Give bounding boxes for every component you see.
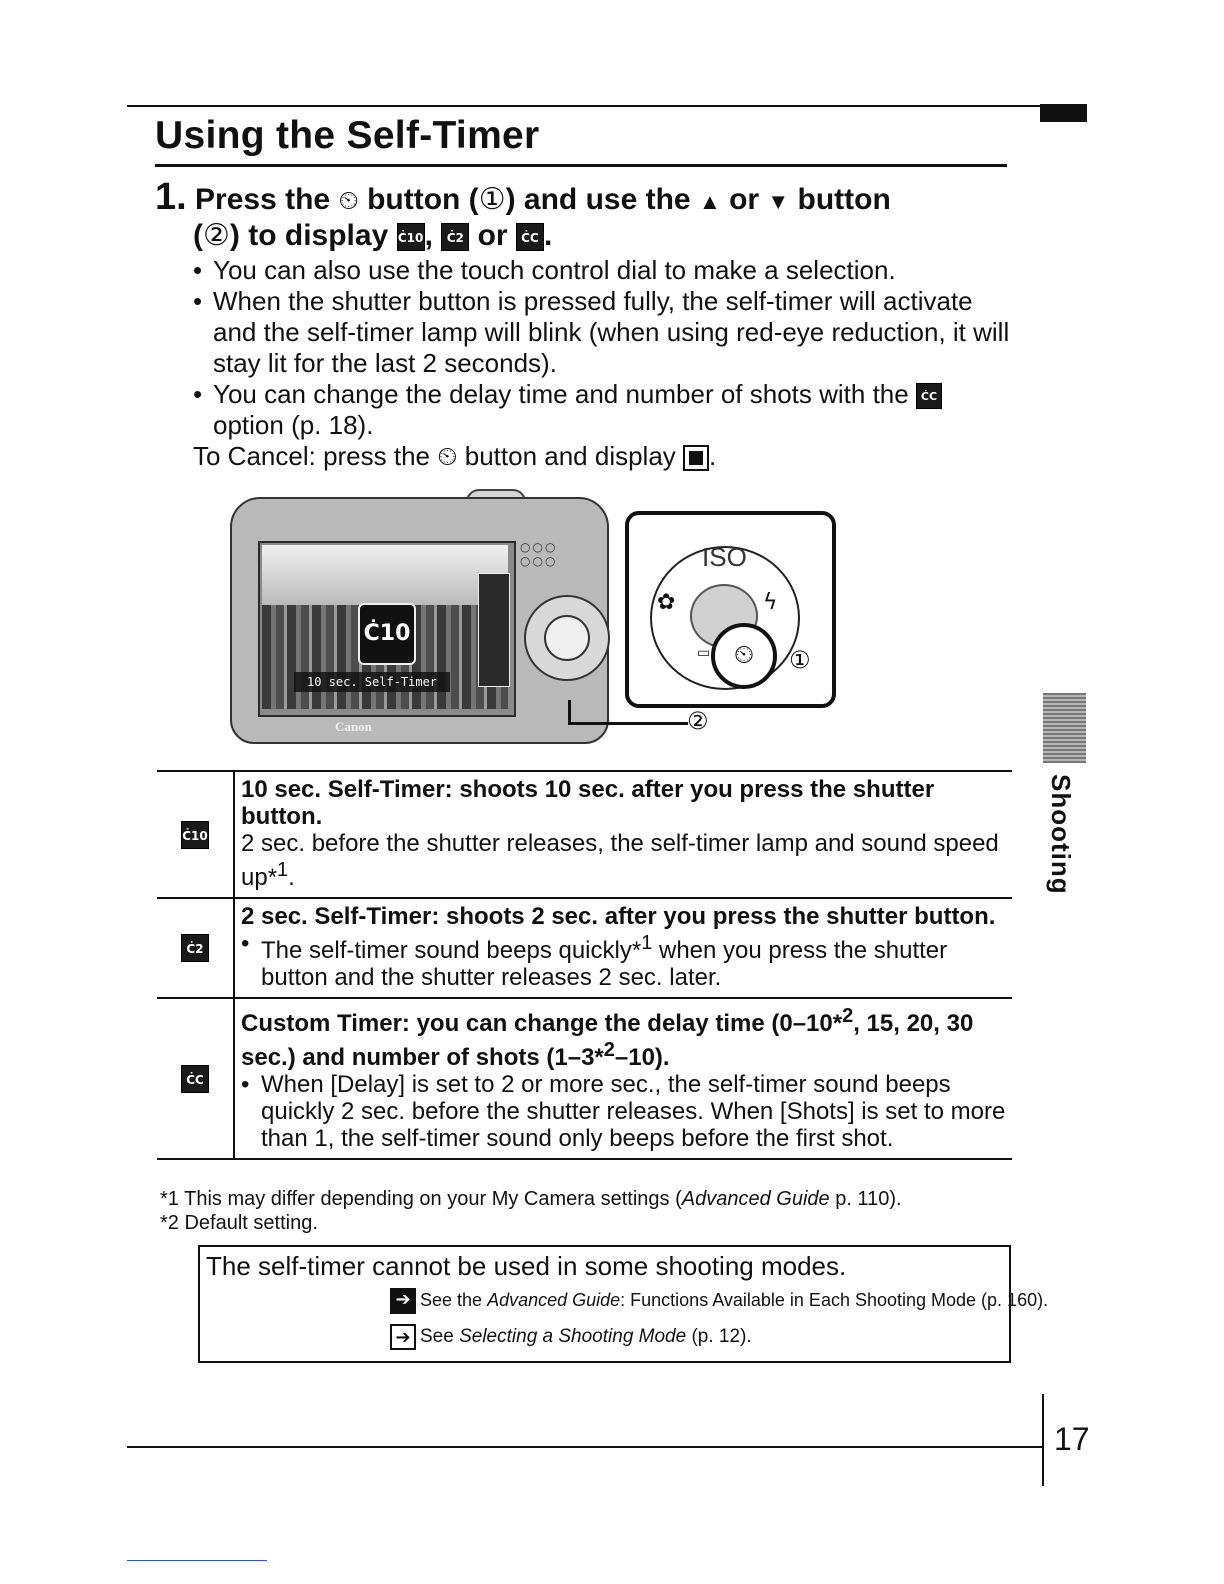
- reference-arrow-icon: ➔: [390, 1288, 416, 1314]
- camera-func-button: [544, 615, 590, 661]
- camera-brand-logo: Canon: [335, 719, 372, 734]
- timer-2s-icon: Ċ2: [441, 223, 469, 251]
- cancel-text: To Cancel: press the: [193, 441, 438, 471]
- step-text: or: [720, 183, 768, 216]
- footnote-italic: Advanced Guide: [681, 1188, 830, 1210]
- callout-2-leader: [568, 722, 688, 725]
- cancel-instruction: [193, 441, 716, 472]
- timer-10s-icon: Ċ10: [358, 603, 416, 665]
- table-row: [157, 898, 1012, 998]
- row-text: The self-timer sound beeps quickly*: [261, 937, 642, 964]
- row-heading-text: , 15, 20, 30 sec.) and number of shots (1–3*: [241, 1010, 974, 1071]
- bullet-item: • When the shutter button is pressed fully, the self-timer will activate and the self-timer lamp will blink (when using red-eye reduction, it will stay lit for the last 2 seconds).: [193, 286, 1013, 379]
- footnote-ref: 2: [603, 1039, 615, 1061]
- camera-screen-label: 10 sec. Self-Timer: [294, 672, 450, 692]
- timer-10s-icon: Ċ10: [397, 223, 425, 251]
- reference-shooting-mode: [390, 1324, 752, 1350]
- table-icon-cell: [157, 771, 234, 898]
- bullet-list: [193, 255, 1013, 441]
- timer-custom-icon: ĊC: [516, 223, 544, 251]
- section-tab-marker: [1043, 693, 1086, 763]
- row-heading-text: –10).: [614, 1044, 670, 1071]
- reference-text: See the: [420, 1290, 488, 1310]
- callout-2: ②: [687, 707, 709, 735]
- footnote-2: *2 Default setting.: [160, 1212, 318, 1234]
- callout-2-ref: ②: [203, 219, 230, 252]
- up-arrow-icon: ▲: [698, 189, 721, 214]
- table-icon-cell: [157, 898, 234, 998]
- drive-icon: ▭: [697, 645, 711, 661]
- bullet-item: • You can also use the touch control dial to make a selection.: [193, 255, 1013, 286]
- reference-italic: Selecting a Shooting Mode: [459, 1326, 687, 1348]
- reference-text: See: [420, 1326, 460, 1348]
- note-text: The self-timer cannot be used in some shooting modes.: [206, 1251, 847, 1281]
- reference-text: (p. 12).: [686, 1326, 752, 1348]
- step-text: button: [789, 183, 891, 216]
- reference-arrow-icon: ➔: [390, 1324, 416, 1350]
- row-heading-text: Custom Timer: you can change the delay time (0–10*: [241, 1010, 843, 1037]
- footnote-text: p. 110).: [829, 1188, 902, 1210]
- camera-timer-menu: [478, 573, 510, 687]
- corner-block: [1040, 104, 1087, 122]
- flash-icon: ϟ: [763, 590, 778, 615]
- table-text-cell: [234, 771, 1012, 898]
- page-number-rule: [1042, 1394, 1044, 1486]
- section-tab-label: Shooting: [1046, 774, 1076, 895]
- timer-custom-icon: ĊC: [181, 1065, 209, 1093]
- table-row: [157, 998, 1012, 1159]
- reference-advanced-guide: [390, 1287, 1048, 1314]
- scan-edge-line: [127, 1560, 267, 1561]
- step-text: ,: [424, 219, 442, 252]
- timer-off-icon: [683, 445, 709, 471]
- bottom-rule: [127, 1446, 1044, 1448]
- row-text: when you press the shutter button and the shutter releases 2 sec. later.: [261, 937, 948, 991]
- title-rule: [155, 164, 1007, 167]
- row-heading: 10 sec. Self-Timer: shoots 10 sec. after you press the shutter button.: [241, 776, 935, 830]
- self-timer-icon: ⏲: [437, 441, 458, 471]
- table-text-cell: [234, 898, 1012, 998]
- timer-2s-icon: Ċ2: [181, 934, 209, 962]
- footnote-text: *1 This may differ depending on your My Camera settings (: [160, 1188, 682, 1210]
- camera-lamps: ○○○ ○○○: [520, 540, 558, 568]
- table-text-cell: [234, 998, 1012, 1159]
- bullet-text: option (p. 18).: [213, 410, 374, 440]
- macro-icon: ✿: [657, 590, 676, 615]
- step-text: Press the: [186, 183, 339, 216]
- step-text: .: [543, 219, 553, 252]
- self-timer-icon: ⏲: [338, 185, 359, 215]
- footnote-ref: 2: [842, 1005, 854, 1027]
- iso-label: ISO: [702, 542, 747, 572]
- down-arrow-icon: ▼: [767, 189, 790, 214]
- table-row: [157, 771, 1012, 898]
- callout-1: ①: [789, 646, 811, 674]
- page-title: Using the Self-Timer: [155, 114, 540, 157]
- step-text: ) to display: [229, 219, 397, 252]
- footnote-ref: 1: [641, 932, 653, 954]
- reference-italic: Advanced Guide: [487, 1290, 621, 1310]
- bullet-item: [193, 379, 1013, 441]
- timer-custom-icon: ĊC: [916, 383, 942, 409]
- step-1-line-2: (②) to display Ċ10, Ċ2 or ĊC .: [193, 219, 553, 252]
- timer-10s-icon: Ċ10: [181, 821, 209, 849]
- cancel-text: .: [709, 441, 717, 471]
- footnotes: [160, 1187, 902, 1235]
- row-heading: [241, 1003, 1006, 1071]
- footnote-1: [160, 1187, 902, 1211]
- reference-text: : Functions Available in Each Shooting Mode (p. 160).: [620, 1290, 1049, 1310]
- row-bullet: [241, 930, 1006, 991]
- callout-1-ref: ①: [478, 183, 506, 216]
- bullet-text: You can change the delay time and number of shots with the: [213, 379, 916, 409]
- self-timer-icon: ⏲: [711, 623, 777, 689]
- callout-2-leader: [568, 700, 571, 724]
- footnote-ref: 1: [277, 859, 289, 881]
- step-number: 1.: [155, 176, 187, 218]
- timer-modes-table: [157, 770, 1012, 1160]
- row-text: 2 sec. before the shutter releases, the self-timer lamp and sound speed up*: [241, 830, 999, 891]
- row-bullet: • When [Delay] is set to 2 or more sec., the self-timer sound beeps quickly 2 sec. before the shutter releases. When [Shots] is set to more than 1, the self-timer sound only beeps before the first shot.: [241, 1071, 1006, 1152]
- page-number: 17: [1054, 1421, 1090, 1457]
- row-heading: 2 sec. Self-Timer: shoots 2 sec. after you press the shutter button.: [241, 903, 996, 930]
- step-1-line-1: [155, 178, 891, 221]
- step-text: button (: [358, 183, 479, 216]
- cancel-text: button and display: [457, 441, 684, 471]
- row-text: .: [288, 864, 295, 891]
- step-text: or: [469, 219, 516, 252]
- table-icon-cell: [157, 998, 234, 1159]
- top-rule: [127, 105, 1087, 107]
- step-text: ) and use the: [505, 183, 699, 216]
